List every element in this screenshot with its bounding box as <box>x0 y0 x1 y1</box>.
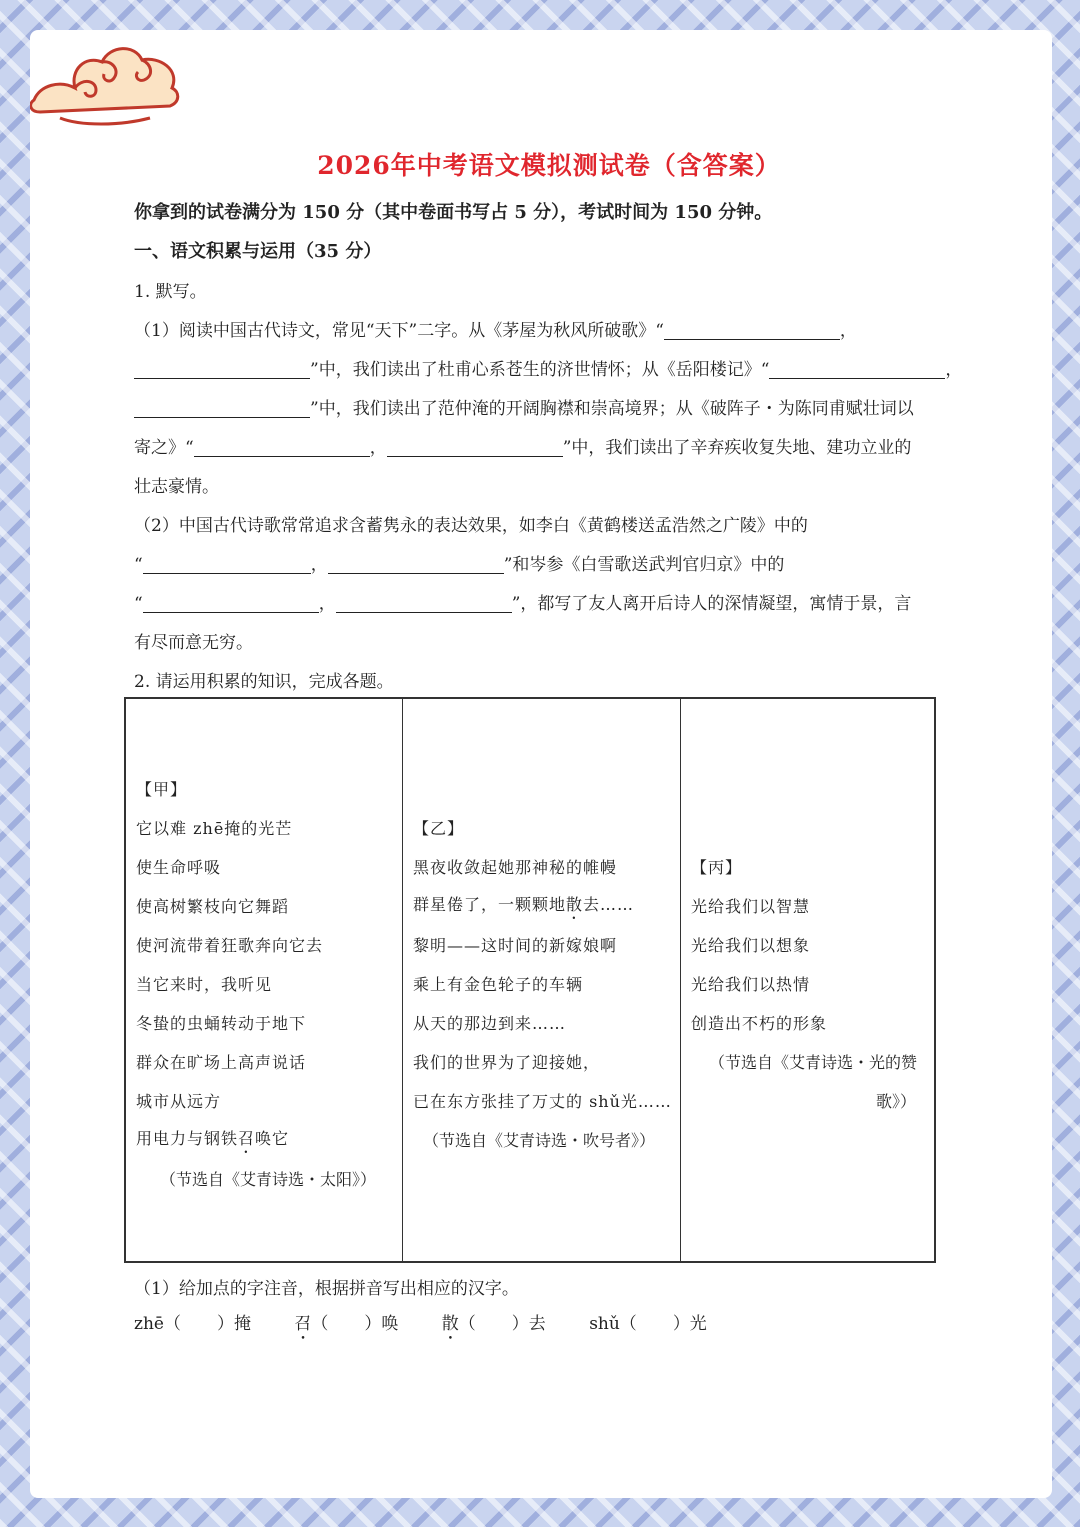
poem-line: 我们的世界为了迎接她， <box>413 1053 601 1072</box>
dotted-char: 召 <box>238 1129 256 1148</box>
poem-line <box>136 1126 289 1157</box>
q1-text: ”，都写了友人离开后诗人的深情凝望，寓情于景，言 <box>511 594 912 614</box>
poem-source: （节选自《艾青诗选・光的赞 <box>709 1053 918 1072</box>
question-1-label: 1. 默写。 <box>134 282 207 302</box>
exam-paper <box>30 30 1052 1498</box>
answer-blank[interactable] <box>134 360 310 379</box>
poem-line: 使河流带着狂歌奔向它去 <box>136 936 324 955</box>
pinyin-item <box>589 1309 707 1334</box>
poem-text: 用电力与钢铁 <box>136 1129 239 1148</box>
q2-sub1: （1）给加点的字注音，根据拼音写出相应的汉字。 <box>134 1279 519 1299</box>
poem-line: 使生命呼吸 <box>136 858 222 877</box>
poem-text: 群星倦了，一颗颗地 <box>413 895 567 914</box>
exam-intro: 你拿到的试卷满分为 150 分（其中卷面书写占 5 分），考试时间为 150 分钟。 <box>134 202 773 223</box>
poem-text: 去…… <box>583 895 635 914</box>
pinyin-text: （ <box>311 1314 329 1334</box>
q1-text: “ <box>134 555 143 575</box>
dotted-char: 散 <box>441 1314 459 1334</box>
pinyin-text: ）掩 <box>216 1314 251 1334</box>
poem-line: 创造出不朽的形象 <box>691 1014 828 1033</box>
dotted-char: 召 <box>294 1314 312 1334</box>
poem-source: （节选自《艾青诗选・吹号者》） <box>423 1131 656 1150</box>
pinyin-item <box>294 1309 398 1344</box>
answer-blank[interactable] <box>336 594 512 613</box>
q1-text: （1）阅读中国古代诗文，常见“天下”二字。从《茅屋为秋风所破歌》“ <box>134 321 664 341</box>
q1-part1-line3 <box>134 394 914 419</box>
q1-text: ”中，我们读出了杜甫心系苍生的济世情怀；从《岳阳楼记》“ <box>310 360 770 380</box>
pinyin-item <box>134 1309 251 1334</box>
poem-line: 已在东方张挂了万丈的 shǔ光…… <box>413 1092 672 1111</box>
poem-line: 群众在旷场上高声说话 <box>136 1053 307 1072</box>
poem-line: 从天的那边到来…… <box>413 1014 567 1033</box>
q1-text: ， <box>839 321 857 341</box>
q1-part1-line1 <box>134 316 857 341</box>
poem-tag: 【甲】 <box>136 780 188 799</box>
poem-line: 它以难 zhē掩的光芒 <box>136 819 293 838</box>
q1-part2-line2 <box>134 550 784 575</box>
q1-text: ”中，我们读出了范仲淹的开阔胸襟和崇高境界；从《破阵子・为陈同甫赋壮词以 <box>310 399 914 419</box>
poem-tag: 【乙】 <box>413 819 465 838</box>
poem-source: 歌》） <box>875 1092 916 1111</box>
poem-line: 黎明——这时间的新嫁娘啊 <box>413 936 618 955</box>
answer-blank[interactable] <box>328 555 504 574</box>
pinyin-text: shǔ（ <box>589 1314 637 1334</box>
poem-line: 乘上有金色轮子的车辆 <box>413 975 584 994</box>
q1-text: ”和岑参《白雪歌送武判官归京》中的 <box>503 555 785 575</box>
pinyin-text: ）去 <box>511 1314 546 1334</box>
poem-line: 当它来时，我听见 <box>136 975 273 994</box>
question-2-label: 2. 请运用积累的知识，完成各题。 <box>134 672 394 692</box>
pinyin-answer-row <box>134 1309 707 1344</box>
poem-tag: 【丙】 <box>691 858 743 877</box>
answer-blank[interactable] <box>143 594 319 613</box>
poem-line <box>413 892 634 923</box>
poem-line: 使高树繁枝向它舞蹈 <box>136 897 290 916</box>
poem-table <box>124 697 936 1263</box>
q1-part1-line2 <box>134 355 962 380</box>
poem-line: 黑夜收敛起她那神秘的帷幔 <box>413 858 618 877</box>
q1-part1-line4 <box>134 433 911 458</box>
q1-part2-line1: （2）中国古代诗歌常常追求含蓄隽永的表达效果，如李白《黄鹤楼送孟浩然之广陵》中的 <box>134 516 808 536</box>
q1-text: ， <box>369 438 387 458</box>
q1-part2-line3 <box>134 589 911 614</box>
auspicious-cloud-icon <box>30 30 190 140</box>
answer-blank[interactable] <box>387 438 563 457</box>
answer-blank[interactable] <box>143 555 311 574</box>
answer-blank[interactable] <box>194 438 370 457</box>
q1-part1-line5: 壮志豪情。 <box>134 477 219 497</box>
q1-part2-line4: 有尽而意无穷。 <box>134 633 253 653</box>
q1-text: 寄之》“ <box>134 438 194 458</box>
pinyin-text: zhē（ <box>134 1314 181 1334</box>
q1-text: ， <box>945 360 963 380</box>
pinyin-text: ）唤 <box>364 1314 399 1334</box>
poem-source: （节选自《艾青诗选・太阳》） <box>160 1170 377 1189</box>
answer-blank[interactable] <box>769 360 945 379</box>
answer-blank[interactable] <box>664 321 840 340</box>
q1-text: “ <box>134 594 143 614</box>
pinyin-text: ）光 <box>672 1314 707 1334</box>
dotted-char: 散 <box>566 895 584 914</box>
poem-bing-cell <box>680 699 934 1261</box>
answer-blank[interactable] <box>134 399 310 418</box>
poem-jia-cell <box>126 699 402 1261</box>
poem-line: 光给我们以想象 <box>691 936 811 955</box>
q1-text: ”中，我们读出了辛弃疾收复失地、建功立业的 <box>562 438 912 458</box>
pinyin-item <box>442 1309 546 1344</box>
poem-yi-cell <box>402 699 680 1261</box>
poem-line: 光给我们以热情 <box>691 975 811 994</box>
poem-line: 冬蛰的虫蛹转动于地下 <box>136 1014 307 1033</box>
section-heading: 一、语文积累与运用（35 分） <box>134 241 382 262</box>
q1-text: ， <box>310 555 328 575</box>
pinyin-text: （ <box>458 1314 476 1334</box>
poem-line: 城市从远方 <box>136 1092 222 1111</box>
poem-line: 光给我们以智慧 <box>691 897 811 916</box>
q1-text: ， <box>318 594 336 614</box>
poem-text: 唤它 <box>255 1129 290 1148</box>
page-title: 2026年中考语文模拟测试卷（含答案） <box>317 151 781 180</box>
